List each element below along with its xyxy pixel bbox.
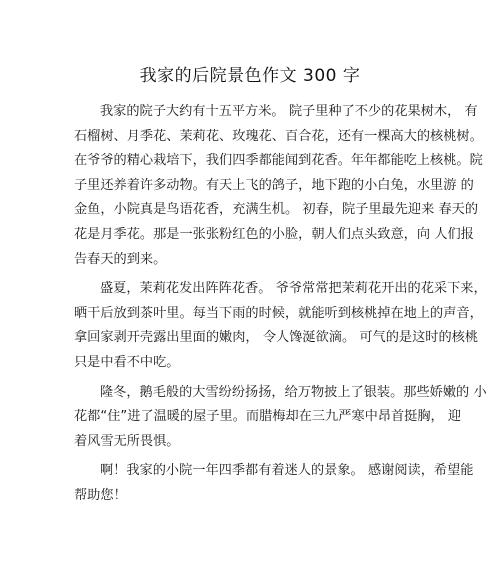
text-line: 啊！我家的小院一年四季都有着迷人的景象。 感谢阅读，希望能 xyxy=(100,463,474,479)
text-line: 着风雪无所畏惧。 xyxy=(74,433,180,449)
text-line: 拿回家剥开壳露出里面的嫩肉， 令人馋涎欲滴。 可气的是这时的核桃 xyxy=(74,330,479,346)
text-line: 在爷爷的精心栽培下，我们四季都能闻到花香。年年都能吃上核桃。院 xyxy=(74,153,483,169)
text-line: 告春天的到来。 xyxy=(74,251,167,267)
text-line: 帮助您！ xyxy=(74,487,127,503)
text-line: 金鱼，小院真是鸟语花香，充满生机。 初春，院子里最先迎来 春天的 xyxy=(74,202,479,218)
document-body xyxy=(74,100,487,509)
text-line: 子里还养着许多动物。有天上飞的鸽子，地下跑的小白兔，水里游 的 xyxy=(74,177,474,193)
text-line: 我家的院子大约有十五平方米。 院子里种了不少的花果树木， 有 xyxy=(100,104,478,119)
text-line: 石榴树、月季花、茉莉花、玫瑰花、百合花，还有一棵高大的核桃树。 xyxy=(74,128,483,144)
text-line: 盛夏，茉莉花发出阵阵花香。 爷爷常常把茉莉花开出的花采下来， xyxy=(100,281,487,297)
text-line: 花是月季花。那是一张张粉红色的小脸，朝人们点头致意，向 人们报 xyxy=(74,226,474,242)
paragraph xyxy=(74,277,487,375)
paragraph xyxy=(74,100,483,272)
paragraph xyxy=(74,381,487,455)
document-title: 我家的后院景色作文 300 字 xyxy=(139,66,361,86)
text-line: 隆冬，鹅毛般的大雪纷纷扬扬，给万物披上了银装。那些娇嫩的 小 xyxy=(100,384,487,400)
text-line: 晒干后放到茶叶里。每当下雨的时候，就能听到核桃掉在地上的声音， xyxy=(74,305,483,321)
text-line: 只是中看不中吃。 xyxy=(74,354,180,370)
text-line: 花都“住”进了温暖的屋子里。而腊梅却在三九严寒中昂首挺胸， 迎 xyxy=(74,409,462,425)
paragraph xyxy=(74,459,474,508)
